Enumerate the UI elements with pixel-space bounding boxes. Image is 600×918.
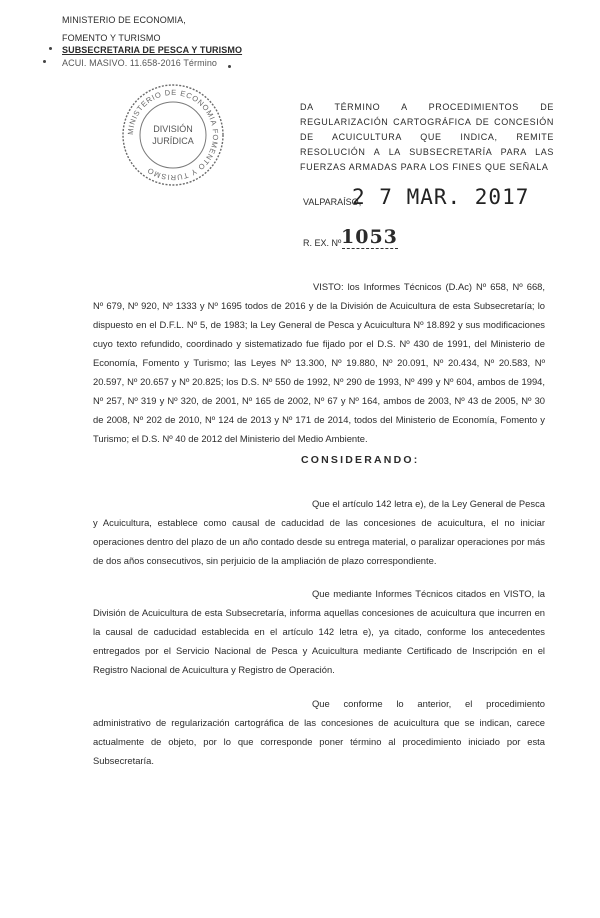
stamp-center-line2: JURÍDICA	[152, 136, 194, 146]
city-label: VALPARAÍSO,	[303, 197, 362, 207]
resolution-number: 1053	[341, 226, 398, 248]
resolution-subject: DA TÉRMINO A PROCEDIMIENTOS DE REGULARIZACIÓN CARTOGRÁFICA DE CONCESIÓN DE ACUICULTURA QUE INDICA, REMITE RESOLUCIÓN A LA SUBSECRETARÍA PARA LAS FUERZAS ARMADAS PARA LOS FINES QUE SEÑALA	[300, 102, 554, 172]
considerando-paragraph-3: Que conforme lo anterior, el procedimiento administrativo de regularización cartográfica de las concesiones de acuicultura que se indican, carece actualmente de objeto, por lo que corresponde poner término al procedimiento iniciado por esta Subsecretaría.	[93, 698, 545, 766]
considerando-paragraph-1: Que el artículo 142 letra e), de la Ley General de Pesca y Acuicultura, establece como causal de caducidad de las concesiones de acuicultura, el no iniciar operaciones dentro del plazo de un año contado desde su entrega material, o paralizar operaciones por más de dos años consecutivos, sin perjuicio de la ampliación de plazo correspondiente.	[93, 498, 545, 566]
scan-mark	[43, 60, 46, 63]
ministry-subline: FOMENTO Y TURISMO	[62, 33, 161, 43]
visto-paragraph: VISTO: los Informes Técnicos (D.Ac) Nº 658, Nº 668, Nº 679, Nº 920, Nº 1333 y Nº 1695 todos de 2016 y de la División de Acuicultura de esta Subsecretaría; lo dispuesto en el D.F.L. Nº 5, de 1983; la Ley General de Pesca y Acuicultura Nº 18.892 y sus modificaciones cuyo texto refundido, coordinado y sistematizado fue fijado por el D.S. Nº 430 de 1991, del Ministerio de Economía, Fomento y Turismo; las Leyes Nº 13.300, Nº 19.880, Nº 20.091, Nº 20.434, Nº 20.583, Nº 20.597, Nº 20.657 y Nº 20.825; los D.S. Nº 550 de 1992, Nº 290 de 1993, Nº 499 y Nº 604, ambos de 1994, Nº 257, Nº 319 y Nº 320, de 2001, Nº 165 de 2002, Nº 67 y Nº 164, ambos de 2003, Nº 43 de 2005, Nº 30 de 2008, Nº 202 de 2010, Nº 124 de 2013 y Nº 171 de 2014, todos del Ministerio de Economía, Fomento y Turismo; el D.S. Nº 40 de 2012 del Ministerio del Medio Ambiente.	[93, 281, 545, 444]
stamp-ring-text: MINISTERIO DE ECONOMIA FOMENTO Y TURISMO	[125, 87, 221, 183]
resolution-date: 2 7 MAR. 2017	[352, 185, 530, 209]
considerando-heading: CONSIDERANDO:	[301, 454, 420, 466]
resolution-number-underline	[342, 248, 398, 249]
subsecretaria-line: SUBSECRETARIA DE PESCA Y TURISMO	[62, 45, 243, 55]
reference-line: ACUI. MASIVO. 11.658-2016 Término	[62, 58, 218, 68]
scan-mark	[49, 47, 52, 50]
stamp-center-line1: DIVISIÓN	[153, 124, 193, 134]
considerando-paragraph-2: Que mediante Informes Técnicos citados en VISTO, la División de Acuicultura de esta Subsecretaría, informa aquellas concesiones de acuicultura que incurren en la causal de caducidad establecida en el artículo 142 letra e), ya citado, conforme los antecedentes entregados por el Servicio Nacional de Pesca y Acuicultura mediante Certificado de Inscripción en el Registro Nacional de Acuicultura y Registro de Operación.	[93, 588, 545, 675]
division-juridica-stamp	[118, 80, 228, 190]
scan-mark	[228, 65, 231, 68]
resolution-number-label: R. EX. Nº	[303, 238, 342, 248]
ministry-line: MINISTERIO DE ECONOMIA,	[62, 15, 186, 25]
